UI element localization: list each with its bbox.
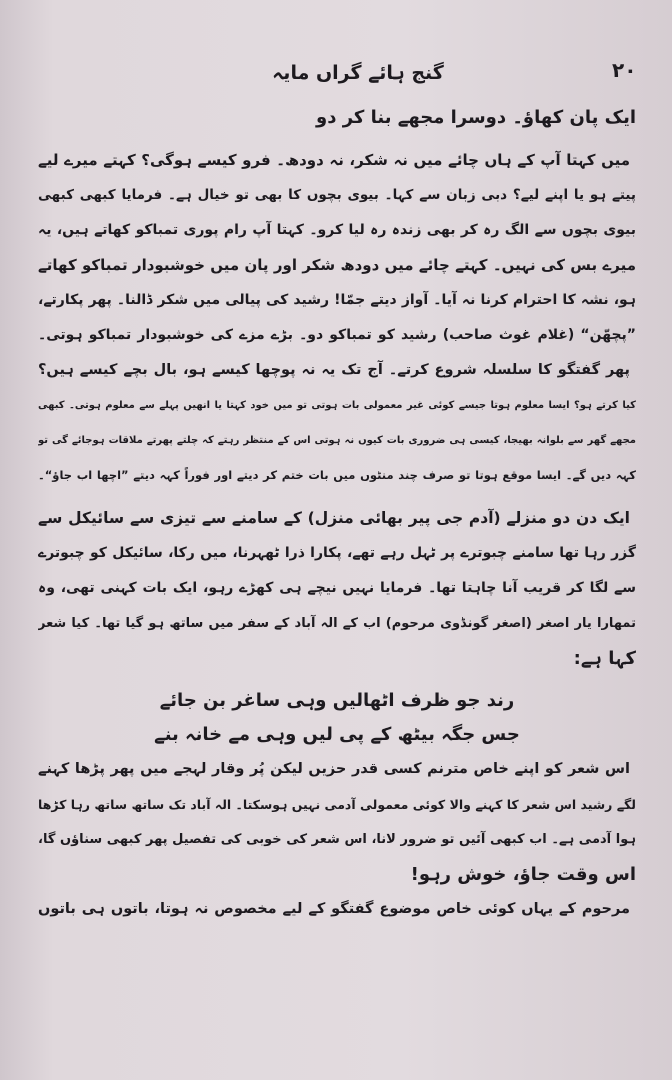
text-line: لگے رشید اس شعر کا کہنے والا کوئی معمولی آدمی نہیں ہوسکتا۔ الہ آباد تک ساتھ ساتھ رہا کڑھا xyxy=(38,797,636,812)
text-line: اس وقت جاؤ، خوش رہو! xyxy=(410,864,636,885)
text-line: گزر رہا تھا سامنے چبوترے پر ٹہل رہے تھے، پکارا ذرا ٹھہرنا، میں رکا، سائیکل کو چبوترے xyxy=(38,545,636,561)
text-line: میں کہتا آپ کے ہاں چائے میں نہ شکر، نہ دودھ۔ فرو کیسے ہوگی؟ کہتے میرے لیے xyxy=(38,151,630,169)
text-line: پھر گفتگو کا سلسلہ شروع کرتے۔ آج تک یہ نہ پوچھا کیسے ہو، بال بچے کیسے ہیں؟ xyxy=(38,362,630,378)
text-line: کیا کرتے ہو؟ ایسا معلوم ہوتا جیسے کوئی غیر معمولی بات ہوتی تو میں خود کہتا یا انھیں پہلے سے معلوم ہوتی۔ کبھی xyxy=(38,400,636,411)
text-line: میرے بس کی نہیں۔ کہتے چائے میں دودھ شکر اور پان میں خوشبودار تمباکو کھاتے xyxy=(38,256,636,274)
page-number: ٢٠ xyxy=(612,58,637,82)
text-line: بیوی بچوں سے الگ رہ کر بھی زندہ رہ لیا کرو۔ کہتا آپ رام پوری تمباکو کھاتے ہیں، یہ xyxy=(38,222,636,238)
page-header xyxy=(0,58,672,98)
text-line: ایک پان کھاؤ۔ دوسرا مجھے بنا کر دو xyxy=(316,107,636,128)
text-line: مجھے گھر سے بلوانہ بھیجا، کیسی ہی ضروری بات کیوں نہ ہوتی اس کے منتظر رہتے کہ چلتے پھرتے ملاقات ہوجائے گی تو xyxy=(38,435,636,446)
text-line: کہا ہے: xyxy=(573,648,636,669)
text-line: اس شعر کو اپنے خاص مترنم کسی قدر حزیں لیکن پُر وقار لہجے میں پھر پڑھا کہنے xyxy=(38,761,630,777)
verse-line: رند جو ظرف اٹھالیں وہی ساغر بن جائے xyxy=(159,690,515,711)
text-line: ایک دن دو منزلے (آدم جی پیر بھائی منزل) کے سامنے سے تیزی سے سائیکل سے xyxy=(38,509,630,527)
text-line: مرحوم کے یہاں کوئی خاص موضوع گفتگو کے لیے مخصوص نہ ہوتا، باتوں ہی باتوں xyxy=(38,901,630,917)
text-line: ہو، نشہ کا احترام کرنا نہ آیا۔ آواز دیتے جمّا! رشید کی پیالی میں شکر ڈالنا۔ پھر پکارتے، xyxy=(38,292,636,308)
running-title: گنج ہائے گراں مایہ xyxy=(272,62,444,84)
text-line: کہہ دیں گے۔ ایسا موقع ہوتا تو صرف چند منٹوں میں بات ختم کر دیتے اور فوراً کہہ دیتے ”اچھا اب جاؤ“۔ xyxy=(38,468,636,482)
text-line: سے لگا کر قریب آنا چاہتا تھا۔ فرمایا نہیں نیچے ہی کھڑے رہو، ایک بات کہنی تھی، وہ xyxy=(38,580,636,596)
page-body xyxy=(38,100,636,927)
text-line: ”پچھّن“ (غلام غوث صاحب) رشید کو تمباکو دو۔ بڑے مزے کی خوشبودار تمباکو ہوتی۔ xyxy=(38,327,636,343)
verse-line: جس جگہ بیٹھ کے پی لیں وہی مے خانہ بنے xyxy=(154,724,520,745)
text-line: ہوا آدمی ہے۔ اب کبھی آئیں تو ضرور لانا، اس شعر کی خوبی کی تفصیل پھر کبھی سناؤں گا، xyxy=(38,832,636,847)
text-line: پیتے ہو یا اپنے لیے؟ دبی زبان سے کہا۔ بیوی بچوں کا بھی تو خیال ہے۔ فرمایا کبھی کبھی xyxy=(38,187,636,203)
text-line: تمھارا یار اصغر (اصغر گونڈوی مرحوم) اب کے الہ آباد کے سفر میں ساتھ ہو گیا تھا۔ کیا شعر xyxy=(38,616,636,631)
